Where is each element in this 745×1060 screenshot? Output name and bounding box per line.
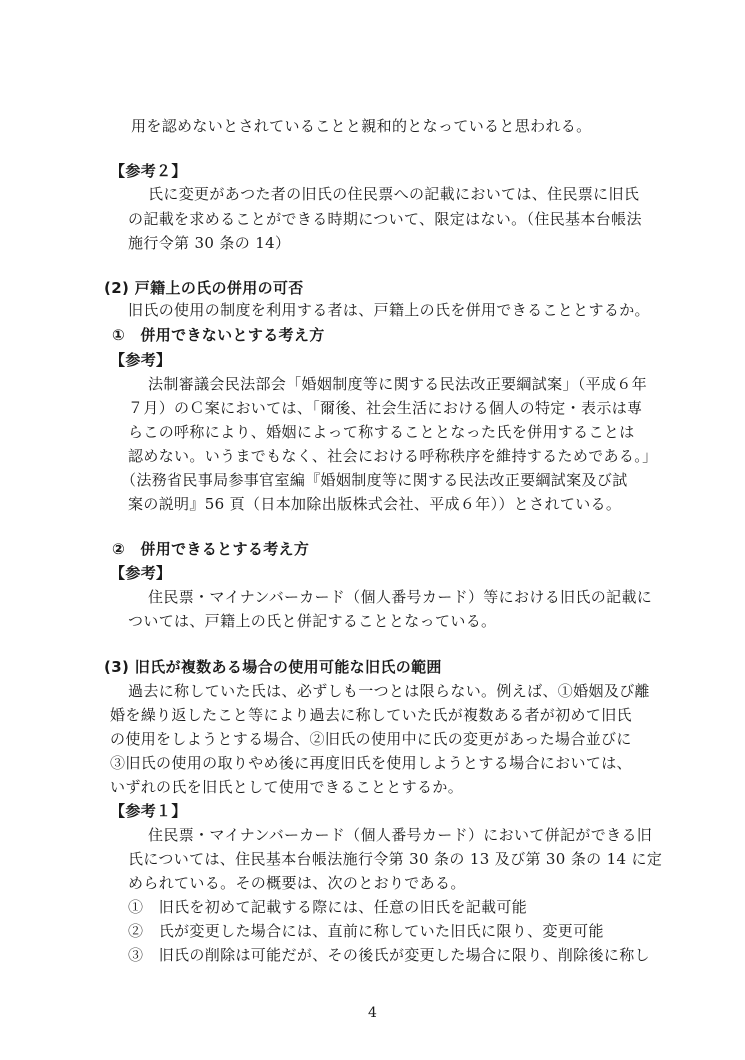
reference-1-list-item: ② 氏が変更した場合には、直前に称していた旧氏に限り、変更可能 [128, 922, 604, 940]
subsection-1-heading: ① 併用できないとする考え方 [112, 326, 325, 344]
reference-2-heading: 【参考２】 [110, 162, 187, 180]
reference-1-list-item: ① 旧氏を初めて記載する際には、任意の旧氏を記載可能 [128, 898, 528, 916]
section-2-heading: (2) 戸籍上の氏の併用の可否 [104, 279, 304, 297]
subsection-1-text-line: 法制審議会民法部会「婚姻制度等に関する民法改正要綱試案」（平成６年 [148, 375, 648, 393]
section-3-text-line: の使用をしようとする場合、②旧氏の使用中に氏の変更があった場合並びに [110, 730, 632, 748]
subsection-1-text-line: ７月）のＣ案においては、「爾後、社会生活における個人の特定・表示は専 [128, 399, 643, 417]
subsection-2-text-line: ついては、戸籍上の氏と併記することとなっている。 [128, 612, 497, 630]
reference-1-list-item: ③ 旧氏の削除は可能だが、その後氏が変更した場合に限り、削除後に称し [128, 946, 650, 964]
reference-1-text-line: 住民票・マイナンバーカード（個人番号カード）において併記ができる旧 [148, 826, 653, 844]
section-2-intro-line: 旧氏の使用の制度を利用する者は、戸籍上の氏を併用できることとするか。 [128, 301, 650, 319]
reference-2-text-line: の記載を求めることができる時期について、限定はない。（住民基本台帳法 [128, 210, 642, 228]
page-number: 4 [368, 1005, 378, 1021]
subsection-1-text-line: （法務省民事局参事官室編『婚姻制度等に関する民法改正要綱試案及び試 [121, 471, 628, 489]
subsection-1-reference-heading: 【参考】 [110, 351, 172, 369]
reference-2-text-line: 氏に変更があつた者の旧氏の住民票への記載においては、住民票に旧氏 [148, 185, 640, 203]
intro-text-line: 用を認めないとされていることと親和的となっていると思われる。 [131, 117, 592, 135]
subsection-2-reference-heading: 【参考】 [110, 564, 172, 582]
reference-1-text-line: 氏については、住民基本台帳法施行令第 30 条の 13 及び第 30 条の 14 に定 [128, 850, 663, 868]
reference-2-text-line: 施行令第 30 条の 14） [128, 234, 291, 252]
section-3-text-line: ③旧氏の使用の取りやめ後に再度旧氏を使用しようとする場合においては、 [110, 754, 632, 772]
section-3-text-line: いずれの氏を旧氏として使用できることとするか。 [110, 778, 464, 796]
reference-1-text-line: められている。その概要は、次のとおりである。 [128, 874, 466, 892]
subsection-1-text-line: らこの呼称により、婚姻によって称することとなった氏を併用することは [128, 423, 635, 441]
subsection-1-text-line: 案の説明』56 頁（日本加除出版株式会社、平成６年））とされている。 [128, 495, 622, 513]
subsection-2-heading: ② 併用できるとする考え方 [112, 540, 310, 558]
section-3-text-line: 婚を繰り返したこと等により過去に称していた氏が複数ある者が初めて旧氏 [110, 706, 632, 724]
section-3-heading: (3) 旧氏が複数ある場合の使用可能な旧氏の範囲 [104, 658, 442, 676]
subsection-2-text-line: 住民票・マイナンバーカード（個人番号カード）等における旧氏の記載に [148, 588, 653, 606]
subsection-1-text-line: 認めない。いうまでもなく、社会における呼称秩序を維持するためである。」 [128, 447, 658, 465]
section-3-text-line: 過去に称していた氏は、必ずしも一つとは限らない。例えば、①婚姻及び離 [128, 682, 650, 700]
reference-1-heading: 【参考１】 [110, 802, 187, 820]
